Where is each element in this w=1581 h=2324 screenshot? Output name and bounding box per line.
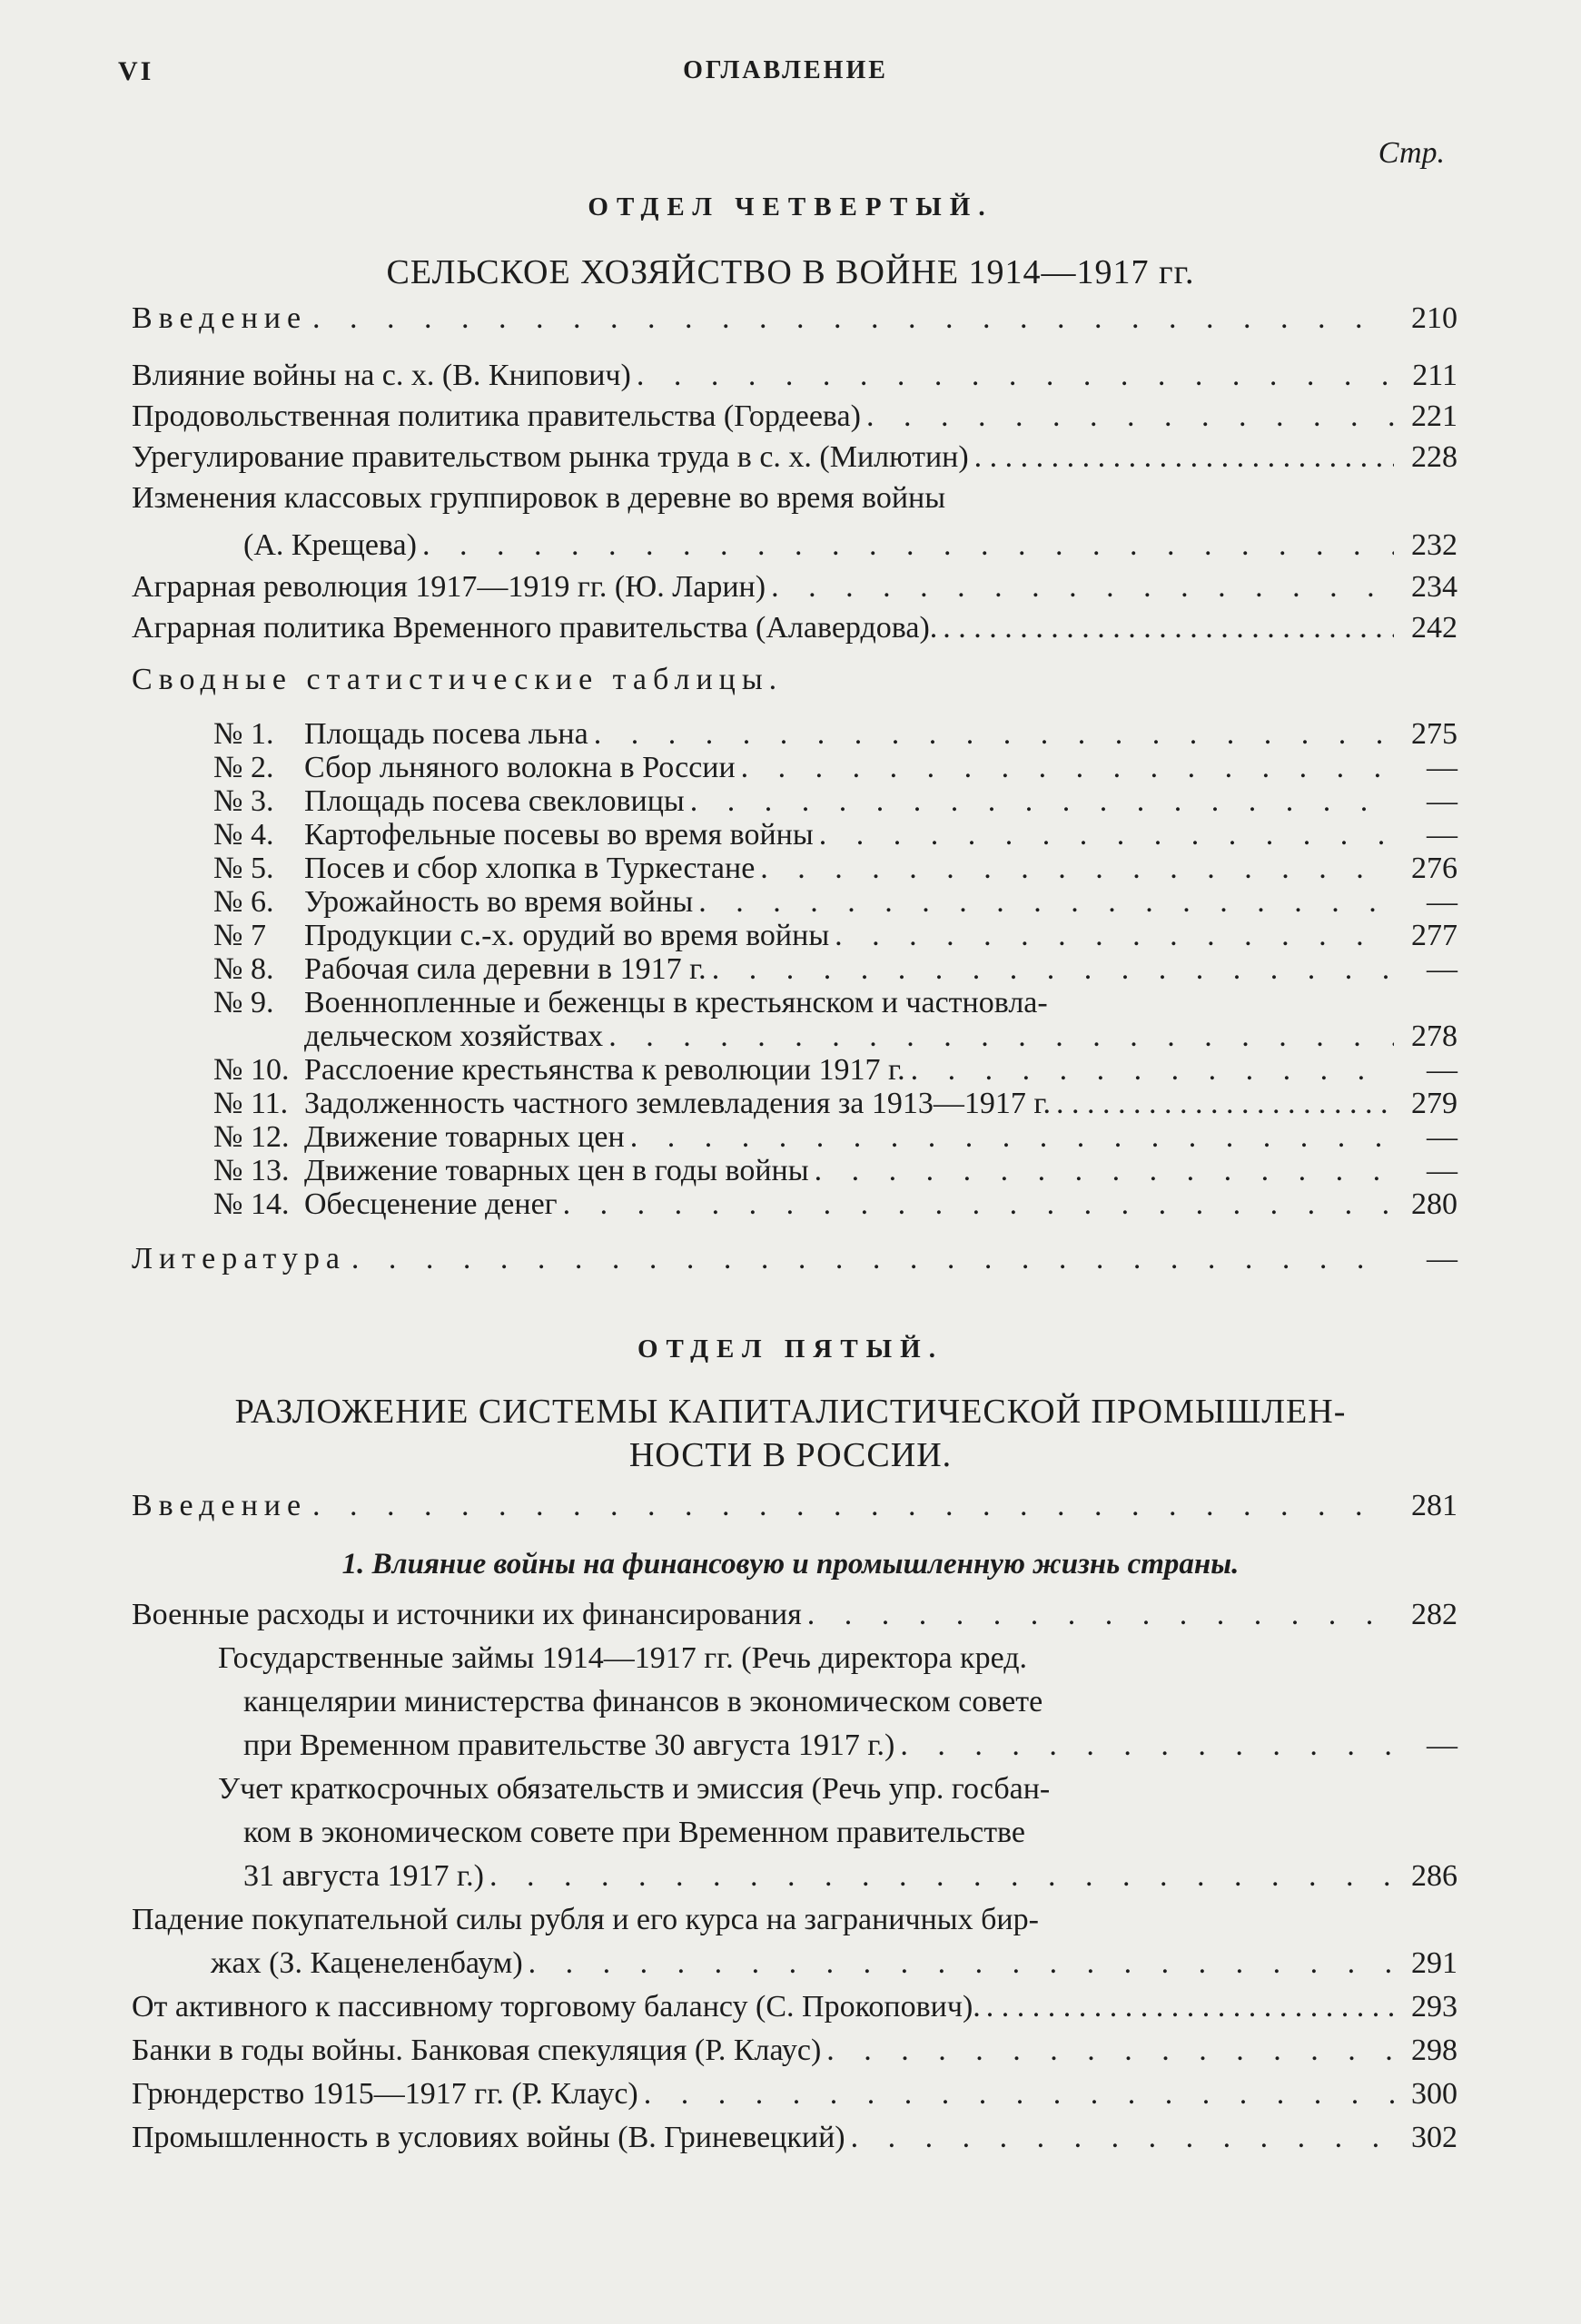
toc-entry-line: Государственные займы 1914—1917 гг. (Речь директора кред. [218,1641,1028,1675]
toc-entry: Военные расходы и источники их финансирования . . . 282 [132,1598,1457,1632]
table-entry: № 1. Площадь посева льна . . . 275 [213,717,1457,752]
toc-entry: 31 августа 1917 г.) . . . 286 [243,1859,1457,1894]
section5-label: ОТДЕЛ ПЯТЫЙ. [637,1334,944,1364]
toc-entry: Введение . . . 281 [132,1489,1457,1523]
table-entry: № 4. Картофельные посевы во время войны . . . — [213,818,1457,852]
section4-label: ОТДЕЛ ЧЕТВЕРТЫЙ. [588,192,993,222]
table-entry: № 14. Обесценение денег . . . 280 [213,1187,1457,1222]
toc-entry-line: Изменения классовых группировок в деревне во время войны [132,481,946,515]
toc-entry: Урегулирование правительством рынка труда в с. х. (Милютин) . . . 228 [132,440,1457,475]
table-entry: № 6. Урожайность во время войны . . . — [213,885,1457,920]
section5-title-line2: НОСТИ В РОССИИ. [628,1436,953,1474]
toc-entry: Грюндерство 1915—1917 гг. (Р. Клаус) . . . 300 [132,2077,1457,2112]
toc-entry: От активного к пассивному торговому балансу (С. Прокопович). . . . 293 [132,1990,1457,2024]
toc-entry: Аграрная революция 1917—1919 гг. (Ю. Ларин) . . . 234 [132,570,1457,605]
table-entry: № 9. Военнопленные и беженцы в крестьянском и частновла- [213,986,1048,1019]
toc-entry-line: Падение покупательной силы рубля и его курса на заграничных бир- [132,1903,1039,1936]
table-entry: № 13. Движение товарных цен в годы войны . . . — [213,1154,1457,1188]
table-entry: № 12. Движение товарных цен . . . — [213,1120,1457,1155]
section4-title: СЕЛЬСКОЕ ХОЗЯЙСТВО В ВОЙНЕ 1914—1917 гг. [386,253,1195,291]
toc-entry: жах (З. Каценеленбаум) . . . 291 [211,1946,1457,1981]
toc-entry: (А. Крещева) . . . 232 [243,528,1457,563]
toc-entry: Литература . . . — [132,1242,1457,1276]
toc-entry: Введение . . . 210 [132,301,1457,336]
running-header [118,56,1453,93]
toc-entry-line: канцелярии министерства финансов в экономическом совете [243,1685,1043,1718]
table-entry: № 2. Сбор льняного волокна в России . . . — [213,751,1457,785]
toc-entry: Промышленность в условиях войны (В. Гриневецкий) . . . 302 [132,2121,1457,2155]
running-title: ОГЛАВЛЕНИЕ [683,56,888,84]
subsection-heading: 1. Влияние войны на финансовую и промышленную жизнь страны. [341,1548,1240,1581]
tables-heading: Сводные статистические таблицы. [132,663,784,696]
section5-title-line1: РАЗЛОЖЕНИЕ СИСТЕМЫ КАПИТАЛИСТИЧЕСКОЙ ПРОМЫШЛЕН- [234,1393,1347,1431]
table-entry: дельческом хозяйствах . . . 278 [213,1019,1457,1054]
toc-entry-line: Учет краткосрочных обязательств и эмиссия (Речь упр. госбан- [218,1772,1051,1806]
page-column-label: Стр. [1378,136,1445,170]
table-entry: № 7 Продукции с.-х. орудий во время войны . . . 277 [213,919,1457,953]
table-entry: № 10. Расслоение крестьянства к революции 1917 г. . . . — [213,1053,1457,1088]
table-entry: № 3. Площадь посева свекловицы . . . — [213,784,1457,819]
toc-entry: при Временном правительстве 30 августа 1917 г.) . . . — [243,1728,1457,1763]
table-entry: № 11. Задолженность частного землевладения за 1913—1917 г. . . . 279 [213,1087,1457,1121]
table-entry: № 5. Посев и сбор хлопка в Туркестане . . . 276 [213,852,1457,886]
toc-entry: Продовольственная политика правительства (Гордеева) . . . 221 [132,399,1457,434]
toc-entry-line: ком в экономическом совете при Временном правительстве [243,1816,1026,1849]
table-entry: № 8. Рабочая сила деревни в 1917 г. . . . — [213,952,1457,987]
toc-entry: Банки в годы войны. Банковая спекуляция (Р. Клаус) . . . 298 [132,2034,1457,2068]
toc-entry: Аграрная политика Временного правительства (Алавердова). . . . 242 [132,611,1457,645]
toc-entry: Влияние войны на с. х. (В. Книпович) . . . 211 [132,359,1457,393]
page-number: VI [118,56,154,86]
